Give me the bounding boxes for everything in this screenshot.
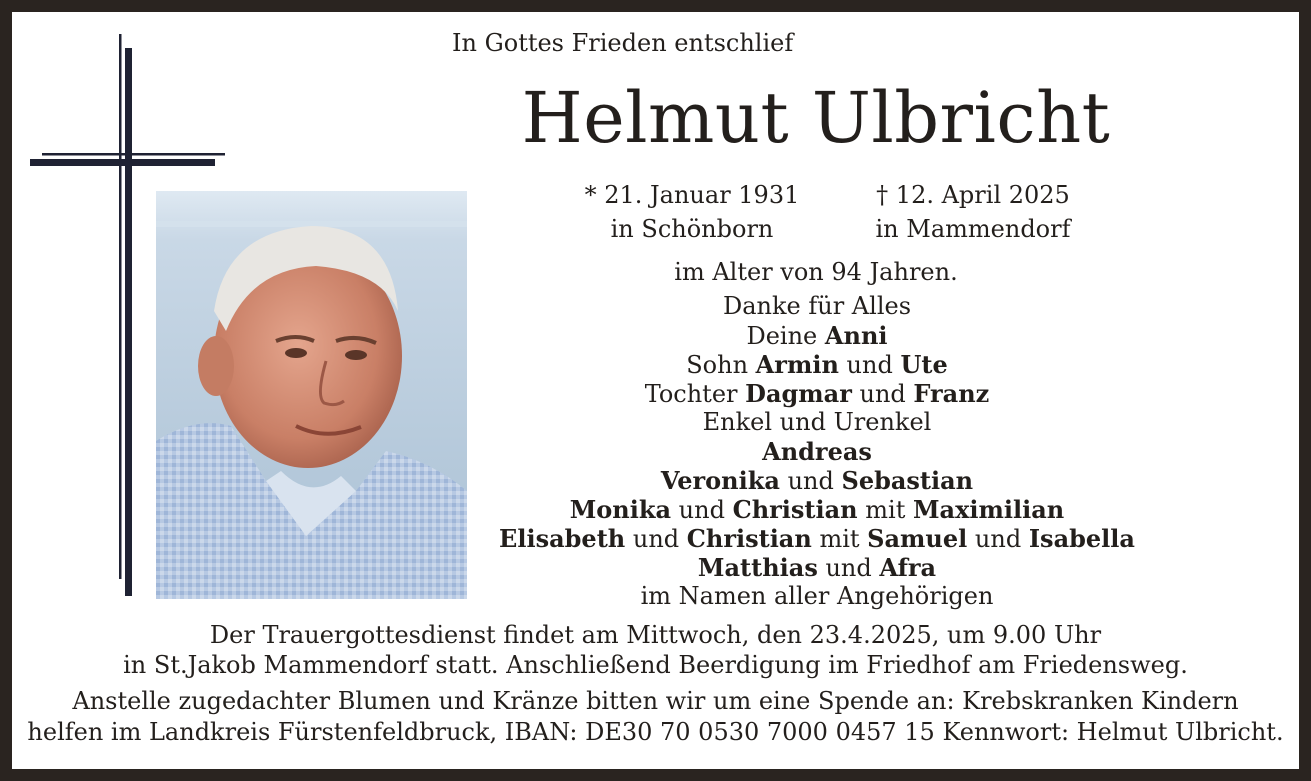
- service-line: Der Trauergottesdienst findet am Mittwoch, den 23.4.2025, um 9.00 Uhr: [209, 621, 1102, 649]
- death-info: [848, 178, 1098, 246]
- mourner-line: Sohn Armin und Ute: [686, 350, 948, 379]
- thanks-line: Danke für Alles: [722, 292, 912, 320]
- birth-info: [572, 178, 812, 246]
- donation-line: helfen im Landkreis Fürstenfeldbruck, IBAN: DE30 70 0530 7000 0457 15 Kennwort: Helmut Ulbricht.: [27, 718, 1284, 746]
- deceased-name: Helmut Ulbricht: [521, 77, 1111, 159]
- death-date: † 12. April 2025: [876, 181, 1070, 209]
- mourner-line: Matthias und Afra: [697, 553, 937, 582]
- death-place: in Mammendorf: [875, 215, 1071, 243]
- age-text: im Alter von 94 Jahren.: [674, 258, 958, 286]
- service-line: in St.Jakob Mammendorf statt. Anschließend Beerdigung im Friedhof am Friedensweg.: [123, 651, 1188, 679]
- donation-line: Anstelle zugedachter Blumen und Kränze bitten wir um eine Spende an: Krebskranken Kindern: [72, 687, 1239, 715]
- family-list: [432, 292, 1202, 611]
- intro-text: In Gottes Frieden entschlief: [452, 29, 794, 57]
- mourner-line: Andreas: [762, 437, 872, 466]
- mourner-line: Veronika und Sebastian: [660, 466, 974, 495]
- grandchildren-heading: Enkel und Urenkel: [702, 408, 932, 436]
- birth-place: in Schönborn: [610, 215, 774, 243]
- birth-date: * 21. Januar 1931: [584, 181, 800, 209]
- mourner-line: Elisabeth und Christian mit Samuel und Isabella: [499, 524, 1135, 553]
- obituary-card: [12, 12, 1299, 769]
- mourner-line: Deine Anni: [746, 321, 888, 350]
- service-info: [32, 620, 1279, 680]
- closing-line: im Namen aller Angehörigen: [640, 582, 994, 610]
- mourner-line: Monika und Christian mit Maximilian: [569, 495, 1065, 524]
- donation-info: [22, 686, 1289, 748]
- portrait-photo: [156, 191, 467, 599]
- mourner-line: Tochter Dagmar und Franz: [644, 379, 990, 408]
